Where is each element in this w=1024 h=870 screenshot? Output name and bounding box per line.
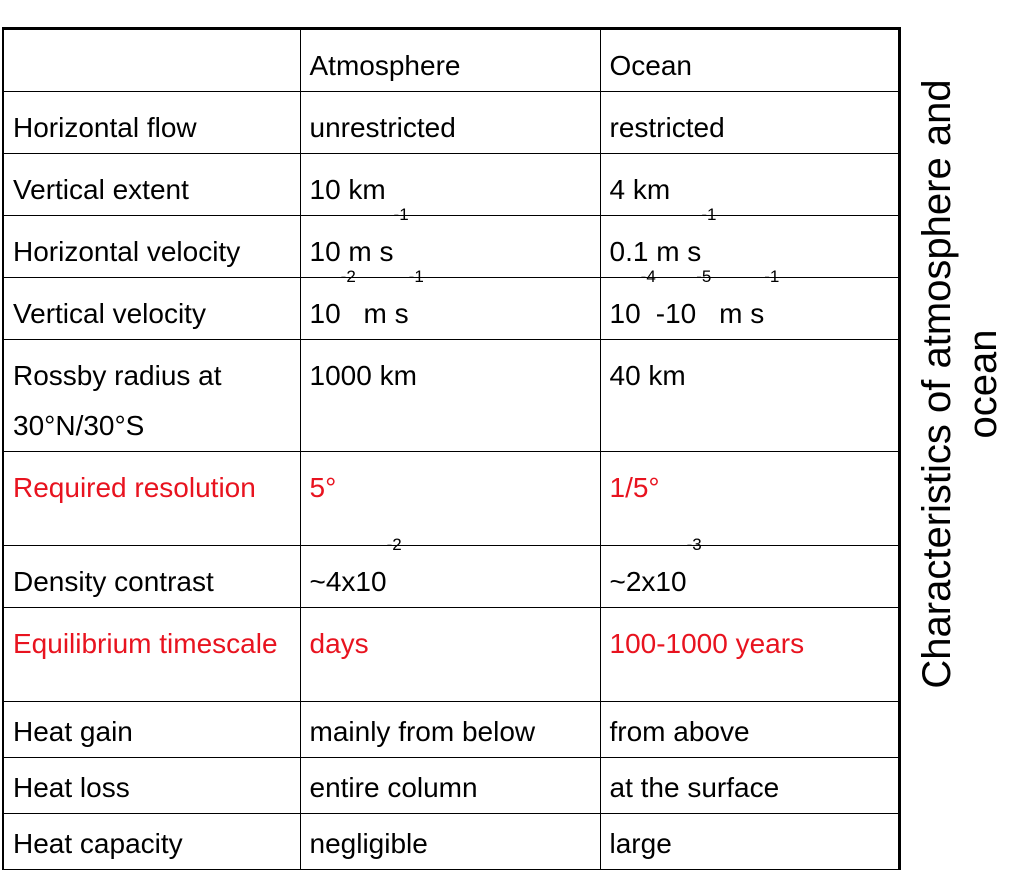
row-label: Vertical extent xyxy=(3,154,300,216)
ocean-value: large xyxy=(600,814,899,870)
value-base: 10 xyxy=(609,298,641,329)
slide-title: Characteristics of atmosphere and ocean xyxy=(915,79,1005,689)
value-base: m s xyxy=(355,298,409,329)
value-exponent: -1 xyxy=(701,205,717,224)
table-row xyxy=(3,814,899,870)
table-row xyxy=(3,546,899,608)
value-exponent: -5 xyxy=(696,267,712,286)
table-row xyxy=(3,154,899,216)
ocean-value: at the surface xyxy=(600,758,899,814)
atmosphere-value: negligible xyxy=(300,814,600,870)
value-base: ~2x10 xyxy=(609,566,687,597)
ocean-value xyxy=(600,535,899,608)
table-header-row xyxy=(3,29,899,92)
row-label: Heat loss xyxy=(3,758,300,814)
ocean-value: 100-1000 years xyxy=(600,608,899,702)
value-exponent: -3 xyxy=(686,535,702,554)
atmosphere-value: mainly from below xyxy=(300,702,600,758)
ocean-value: restricted xyxy=(600,92,899,154)
comparison-table xyxy=(2,27,901,870)
header-ocean: Ocean xyxy=(600,29,899,92)
row-label: Horizontal flow xyxy=(3,92,300,154)
atmosphere-value: 5° xyxy=(300,452,600,546)
ocean-value: from above xyxy=(600,702,899,758)
ocean-value: 4 km xyxy=(600,154,899,216)
table-row xyxy=(3,452,899,546)
value-exponent: -1 xyxy=(408,267,424,286)
value-exponent: -2 xyxy=(340,267,356,286)
table-row xyxy=(3,608,899,702)
table-row xyxy=(3,758,899,814)
ocean-value: 40 km xyxy=(600,340,899,452)
row-label: Density contrast xyxy=(3,546,300,608)
table-row xyxy=(3,92,899,154)
value-exponent: -4 xyxy=(640,267,656,286)
table-row xyxy=(3,278,899,340)
value-exponent: -2 xyxy=(386,535,402,554)
value-base: 0.1 m s xyxy=(609,236,702,267)
table-row xyxy=(3,340,899,452)
row-label: Vertical velocity xyxy=(3,278,300,340)
atmosphere-value: unrestricted xyxy=(300,92,600,154)
value-base: ~4x10 xyxy=(309,566,387,597)
atmosphere-value xyxy=(300,535,600,608)
atmosphere-value: entire column xyxy=(300,758,600,814)
ocean-value xyxy=(600,267,899,340)
row-label: Equilibrium timescale xyxy=(3,608,300,702)
header-corner-cell xyxy=(3,29,300,92)
row-label: Horizontal velocity xyxy=(3,216,300,278)
atmosphere-value: 1000 km xyxy=(300,340,600,452)
value-base: -10 xyxy=(655,298,697,329)
row-label: Heat capacity xyxy=(3,814,300,870)
row-label: Required resolution xyxy=(3,452,300,546)
value-exponent: -1 xyxy=(764,267,780,286)
atmosphere-value: 10 km xyxy=(300,154,600,216)
value-exponent: -1 xyxy=(393,205,409,224)
row-label: Rossby radius at 30°N/30°S xyxy=(3,340,300,452)
header-atmosphere: Atmosphere xyxy=(300,29,600,92)
value-base: 10 m s xyxy=(309,236,394,267)
atmosphere-value xyxy=(300,267,600,340)
atmosphere-value: days xyxy=(300,608,600,702)
row-label: Heat gain xyxy=(3,702,300,758)
table-row xyxy=(3,702,899,758)
value-base: m s xyxy=(711,298,765,329)
ocean-value: 1/5° xyxy=(600,452,899,546)
value-base: 10 xyxy=(309,298,341,329)
